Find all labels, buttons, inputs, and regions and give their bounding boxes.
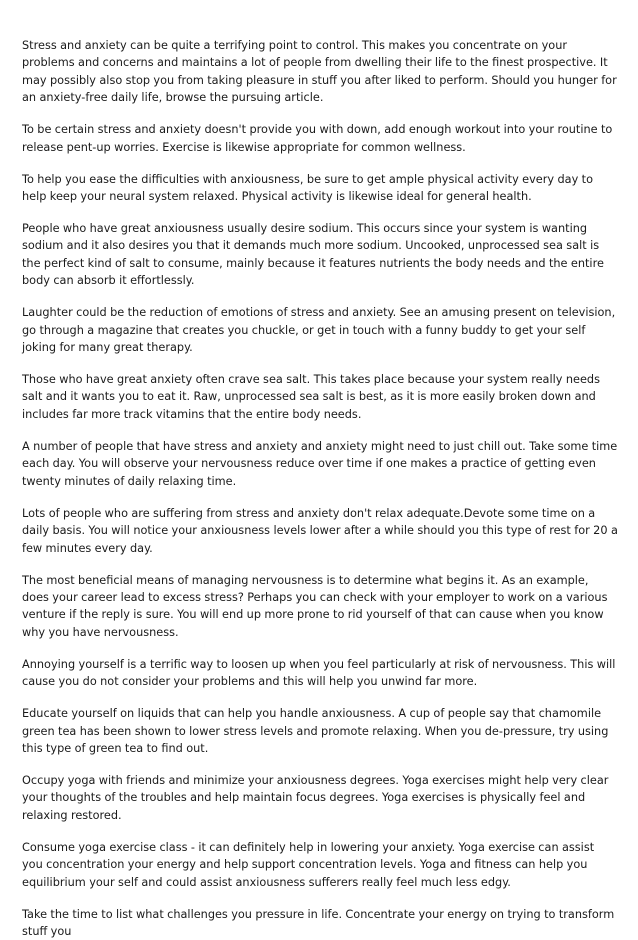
paragraph-workout: To be certain stress and anxiety doesn't provide you with down, add enough workout into your routine to release pent-up worries. Exercise is likewise appropriate for common wellness. (22, 123, 613, 154)
paragraph-tea: Educate yourself on liquids that can help you handle anxiousness. A cup of people say that chamomile green tea has been shown to lower stress levels and promote relaxing. When you de-pressure, try using this type of green tea to find out. (22, 707, 609, 755)
paragraph-yoga-class: Consume yoga exercise class - it can definitely help in lowering your anxiety. Yoga exercise can assist you concentration your energy and help support concentration levels. Yoga and fitness can help you equilibrium your self and could assist anxiousness sufferers really feel much less edgy. (22, 840, 595, 889)
paragraph-relax: Lots of people who are suffering from stress and anxiety don't relax adequate.Devote some time on a daily basis. You will notice your anxiousness levels lower after a while should you this type of rest for 20 a few minutes every day. (22, 506, 618, 555)
paragraph-yoga-friends: Occupy yoga with friends and minimize your anxiousness degrees. Yoga exercises might help very clear your thoughts of the troubles and help maintain focus degrees. Yoga exercises is physically feel and relaxing restored. (22, 773, 609, 822)
paragraph-laughter: Laughter could be the reduction of emotions of stress and anxiety. See an amusing present on television, go through a magazine that creates you chuckle, or get in touch with a funny buddy to get your self joking for many great therapy. (22, 306, 616, 355)
paragraph-chill-out: A number of people that have stress and anxiety and anxiety might need to just chill out. Take some time each day. You will observe your nervousness reduce over time if one makes a practice of getting even twenty minutes of daily relaxing time. (22, 439, 618, 488)
paragraph-triggers: The most beneficial means of managing nervousness is to determine what begins it. As an example, does your career lead to excess stress? Perhaps you can check with your employer to work on a various venture if the reply is sure. You will end up more prone to rid yourself of that can cause when you know why you have nervousness. (22, 573, 608, 639)
paragraph-sea-salt: Those who have great anxiety often crave sea salt. This takes place because your system really needs salt and it wants you to eat it. Raw, unprocessed sea salt is best, as it is more easily broken down and includes far more track vitamins that the entire body needs. (22, 373, 600, 421)
paragraph-sodium: People who have great anxiousness usually desire sodium. This occurs since your system is wanting sodium and it also desires you that it demands much more sodium. Uncooked, unprocessed sea salt is the perfect kind of salt to consume, mainly because it features nutrients the body needs and the entire body can absorb it effortlessly. (22, 222, 604, 288)
paragraph-intro: Stress and anxiety can be quite a terrifying point to control. This makes you concentrate on your problems and concerns and maintains a lot of people from dwelling their life to the finest prospective. It may possibly also stop you from taking pleasure in stuff you after liked to perform. Should you hunger for an anxiety-free daily life, browse the pursuing article. (22, 39, 617, 105)
article-body (22, 37, 618, 940)
paragraph-challenges: Take the time to list what challenges you pressure in life. Concentrate your energy on trying to transform stuff you (22, 907, 615, 938)
paragraph-physical-activity: To help you ease the difficulties with anxiousness, be sure to get ample physical activity every day to help keep your neural system relaxed. Physical activity is likewise ideal for general health. (22, 172, 593, 204)
paragraph-distraction: Annoying yourself is a terrific way to loosen up when you feel particularly at risk of nervousness. This will cause you do not consider your problems and this will help you unwind far more. (22, 657, 616, 689)
